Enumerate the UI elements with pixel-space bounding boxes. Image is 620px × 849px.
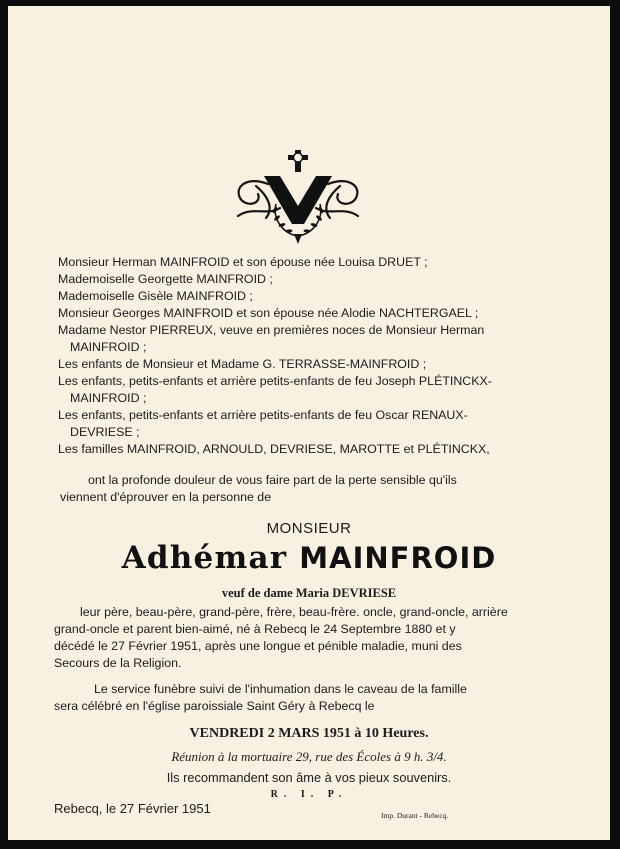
printer-credit: Imp. Durant - Rebecq. xyxy=(381,811,449,820)
place-and-date: Rebecq, le 27 Février 1951 xyxy=(54,801,211,816)
funeral-date: VENDREDI 2 MARS 1951 à 10 Heures. xyxy=(189,726,429,741)
death-notice-card xyxy=(8,6,610,840)
family-line: DEVRIESE ; xyxy=(70,425,140,439)
widower-line: veuf de dame Maria DEVRIESE xyxy=(221,586,397,600)
family-line: Les familles MAINFROID, ARNOULD, DEVRIESE, MAROTTE et PLÉTINCKX, xyxy=(58,442,490,456)
rip-text: R. I. P. xyxy=(270,789,348,800)
family-line: Mademoiselle Gisèle MAINFROID ; xyxy=(58,289,253,303)
biography-line: Secours de la Religion. xyxy=(54,656,182,670)
announcement-line: viennent d'éprouver en la personne de xyxy=(60,490,272,504)
family-line: Les enfants, petits-enfants et arrière petits-enfants de feu Oscar RENAUX- xyxy=(58,408,468,422)
biography-line: décédé le 27 Février 1951, après une longue et pénible maladie, muni des xyxy=(54,639,462,653)
biography-line: leur père, beau-père, grand-père, frère, beau-frère. oncle, grand-oncle, arrière xyxy=(80,605,508,619)
service-line: Le service funèbre suivi de l'inhumation dans le caveau de la famille xyxy=(94,682,467,696)
family-line: Les enfants, petits-enfants et arrière petits-enfants de feu Joseph PLÉTINCKX- xyxy=(58,374,492,388)
family-line: Mademoiselle Georgette MAINFROID ; xyxy=(58,272,273,286)
deceased-surname: MAINFROID xyxy=(299,541,497,575)
deceased-title: MONSIEUR xyxy=(266,520,352,537)
monogram-m-cross-wreath-icon xyxy=(228,146,368,246)
announcement-line: ont la profonde douleur de vous faire part de la perte sensible qu'ils xyxy=(88,473,457,487)
family-line: Madame Nestor PIERREUX, veuve en premières noces de Monsieur Herman xyxy=(58,323,485,337)
family-line: Monsieur Herman MAINFROID et son épouse née Louisa DRUET ; xyxy=(58,255,428,269)
deceased-name xyxy=(8,538,610,578)
deceased-first-name: Adhémar xyxy=(121,540,288,576)
service-line: sera célébré en l'église paroissiale Saint Géry à Rebecq le xyxy=(54,699,375,713)
family-line: Les enfants de Monsieur et Madame G. TERRASSE-MAINFROID ; xyxy=(58,357,427,371)
reunion-line: Réunion à la mortuaire 29, rue des Écoles à 9 h. 3/4. xyxy=(171,749,447,764)
biography-line: grand-oncle et parent bien-aimé, né à Rebecq le 24 Septembre 1880 et y xyxy=(54,622,456,636)
recommendation-line: Ils recommandent son âme à vos pieux souvenirs. xyxy=(166,770,452,785)
family-line: Monsieur Georges MAINFROID et son épouse née Alodie NACHTERGAEL ; xyxy=(58,306,479,320)
family-line: MAINFROID ; xyxy=(70,340,147,354)
family-line: MAINFROID ; xyxy=(70,391,147,405)
